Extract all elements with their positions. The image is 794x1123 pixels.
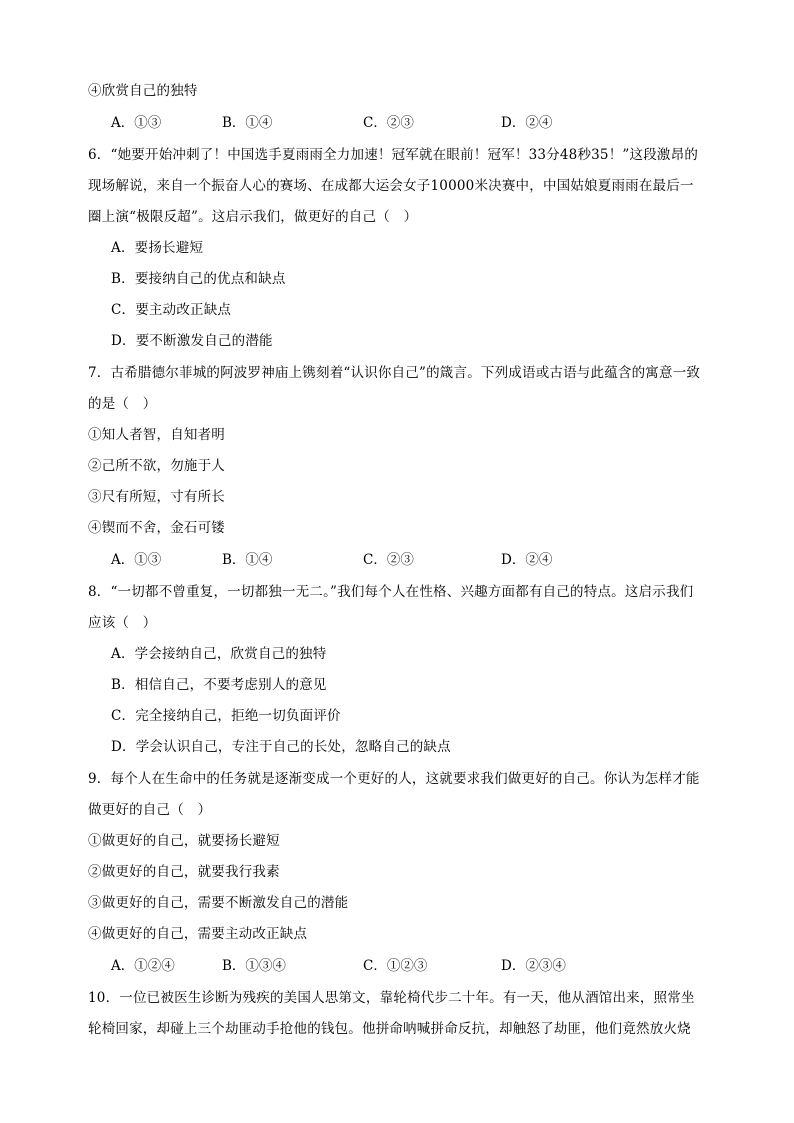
q5-option-c: C．②③ — [363, 115, 414, 131]
q7-item-2: ②己所不欲，勿施于人 — [88, 458, 225, 474]
q9-option-a: A．①②④ — [111, 958, 175, 974]
q9-stem-line-1: 9．每个人在生命中的任务就是逐渐变成一个更好的人，这就要求我们做更好的自己。你认为怎样才能 — [88, 771, 700, 787]
q6-option-b: B．要接纳自己的优点和缺点 — [111, 271, 286, 287]
q5-options — [111, 114, 671, 132]
q8-stem-line-2: 应该（ ） — [88, 615, 157, 631]
q9-option-d: D．②③④ — [501, 958, 566, 974]
q6-option-c: C．要主动改正缺点 — [111, 302, 232, 318]
q5-option-d: D．②④ — [501, 115, 553, 131]
q7-option-d: D．②④ — [501, 552, 553, 568]
q9-item-1: ①做更好的自己，就要扬长避短 — [88, 833, 280, 849]
q5-item-4: ④欣赏自己的独特 — [88, 83, 198, 99]
q7-options — [111, 551, 671, 569]
q7-item-4: ④锲而不舍，金石可镂 — [88, 520, 225, 536]
q8-stem-line-1: 8．“一切都不曾重复，一切都独一无二。”我们每个人在性格、兴趣方面都有自己的特点。这启示我们 — [88, 584, 694, 600]
q7-option-c: C．②③ — [363, 552, 414, 568]
q9-stem-line-2: 做更好的自己（ ） — [88, 802, 212, 818]
q9-item-3: ③做更好的自己，需要不断激发自己的潜能 — [88, 895, 349, 911]
q6-option-d: D．要不断激发自己的潜能 — [111, 333, 273, 349]
q10-stem-line-1: 10．一位已被医生诊断为残疾的美国人思第文，靠轮椅代步二十年。有一天，他从酒馆出来，照常坐 — [88, 990, 695, 1006]
q9-option-c: C．①②③ — [363, 958, 428, 974]
q6-stem-line-1: 6．“她要开始冲刺了！中国选手夏雨雨全力加速！冠军就在眼前！冠军！33分48秒35！”这段激昂的 — [88, 147, 699, 163]
q6-stem-line-2: 现场解说，来自一个振奋人心的赛场、在成都大运会女子10000米决赛中，中国姑娘夏雨雨在最后一 — [88, 178, 694, 194]
q9-item-4: ④做更好的自己，需要主动改正缺点 — [88, 926, 308, 942]
q7-stem-line-1: 7．古希腊德尔菲城的阿波罗神庙上镌刻着“认识你自己”的箴言。下列成语或古语与此蕴含的寓意一致 — [88, 365, 701, 381]
q9-item-2: ②做更好的自己，就要我行我素 — [88, 864, 280, 880]
q5-option-a: A．①③ — [111, 115, 162, 131]
q7-stem-line-2: 的是（ ） — [88, 396, 157, 412]
q5-option-b: B．①④ — [222, 115, 273, 131]
q8-option-d: D．学会认识自己，专注于自己的长处，忽略自己的缺点 — [111, 739, 451, 755]
q9-options — [111, 957, 671, 975]
q8-option-c: C．完全接纳自己，拒绝一切负面评价 — [111, 708, 341, 724]
q7-item-1: ①知人者智，自知者明 — [88, 427, 225, 443]
q7-option-b: B．①④ — [222, 552, 273, 568]
q10-stem-line-2: 轮椅回家，却碰上三个劫匪动手抢他的钱包。他拼命呐喊拼命反抗，却触怒了劫匪，他们竟然放火烧 — [88, 1021, 691, 1037]
q8-option-a: A．学会接纳自己，欣赏自己的独特 — [111, 646, 327, 662]
q7-item-3: ③尺有所短，寸有所长 — [88, 489, 225, 505]
q8-option-b: B．相信自己，不要考虑别人的意见 — [111, 677, 327, 693]
q7-option-a: A．①③ — [111, 552, 162, 568]
q9-option-b: B．①③④ — [222, 958, 286, 974]
q6-stem-line-3: 圈上演“极限反超”。这启示我们，做更好的自己（ ） — [88, 209, 418, 225]
q6-option-a: A．要扬长避短 — [111, 240, 204, 256]
